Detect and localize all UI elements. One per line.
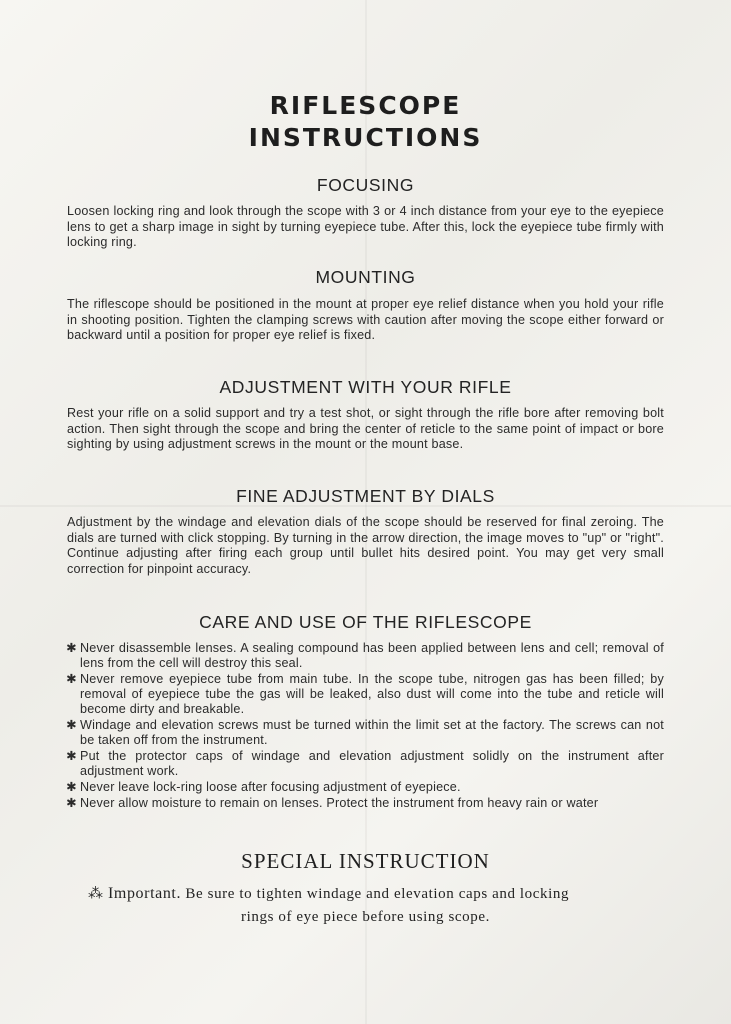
asterisk-icon: ✱ xyxy=(66,641,77,655)
special-instruction-line1 xyxy=(88,884,660,903)
focusing-text: Loosen locking ring and look through the scope with 3 or 4 inch distance from your eye to the eyepiece lens to get a sharp image in sight by turning eyepiece tube. After this, lock the eyepiece tube firmly with locking ring. xyxy=(67,204,664,250)
mounting-text: The riflescope should be positioned in the mount at proper eye relief distance when you hold your rifle in shooting position. Tighten the clamping screws with caution after moving the scope either forward or backward until a position for proper eye relief is fixed. xyxy=(67,297,664,343)
asterisk-icon: ✱ xyxy=(66,671,77,686)
care-item xyxy=(66,672,664,718)
care-item-text: Never allow moisture to remain on lenses. Protect the instrument from heavy rain or water xyxy=(80,795,599,810)
care-item xyxy=(66,749,664,779)
adjustment-text: Rest your rifle on a solid support and try a test shot, or sight through the rifle bore after removing bolt action. Then sight through the scope and bring the center of reticle to the same point of impact or bore sighting by using adjustment screws in the mount or the mount base. xyxy=(67,406,664,452)
important-label: Important. xyxy=(107,885,182,902)
mounting-heading: MOUNTING xyxy=(315,267,416,287)
fine-adjustment-heading: FINE ADJUSTMENT BY DIALS xyxy=(236,486,495,506)
focusing-heading: FOCUSING xyxy=(316,175,415,195)
care-heading: CARE AND USE OF THE RIFLESCOPE xyxy=(199,612,532,632)
asterisk-icon: ✱ xyxy=(66,795,77,810)
care-item xyxy=(66,780,664,795)
care-item xyxy=(66,796,664,811)
important-symbol-icon: ⁂ xyxy=(88,886,104,902)
page-title-line1: RIFLESCOPE xyxy=(269,91,462,120)
care-list xyxy=(66,641,664,811)
page-title-line2: INSTRUCTIONS xyxy=(248,123,483,152)
special-instruction-line2: rings of eye piece before using scope. xyxy=(241,909,490,925)
care-item xyxy=(66,641,664,671)
asterisk-icon: ✱ xyxy=(66,779,77,794)
special-instruction-heading: SPECIAL INSTRUCTION xyxy=(241,849,490,873)
asterisk-icon: ✱ xyxy=(66,748,77,763)
care-item-text: Never leave lock-ring loose after focusing adjustment of eyepiece. xyxy=(80,779,461,794)
fine-adjustment-text: Adjustment by the windage and elevation dials of the scope should be reserved for final zeroing. The dials are turned with click stopping. By turning in the arrow direction, the image moves to "up" or "right". Continue adjusting after firing each group until bullet hits desired point. You may get very small correction for pinpoint accuracy. xyxy=(67,515,664,576)
asterisk-icon: ✱ xyxy=(66,718,77,733)
adjustment-heading: ADJUSTMENT WITH YOUR RIFLE xyxy=(219,377,512,397)
care-item-text: Put the protector caps of windage and elevation adjustment solidly on the instrument after adjustment work. xyxy=(80,748,664,779)
care-item-text: Windage and elevation screws must be turned within the limit set at the factory. The screws can not be taken off from the instrument. xyxy=(80,718,664,748)
care-item xyxy=(66,718,664,748)
care-item-text: Never remove eyepiece tube from main tube. In the scope tube, nitrogen gas has been filled; by removal of eyepiece tube the gas will be leaked, also dust will come into the tube and reticle will become dirty and breakable. xyxy=(80,671,664,717)
special-instruction-text1: Be sure to tighten windage and elevation caps and locking xyxy=(185,886,570,902)
care-item-text: Never disassemble lenses. A sealing compound has been applied between lens and cell; removal of lens from the cell will destroy this seal. xyxy=(80,641,664,671)
